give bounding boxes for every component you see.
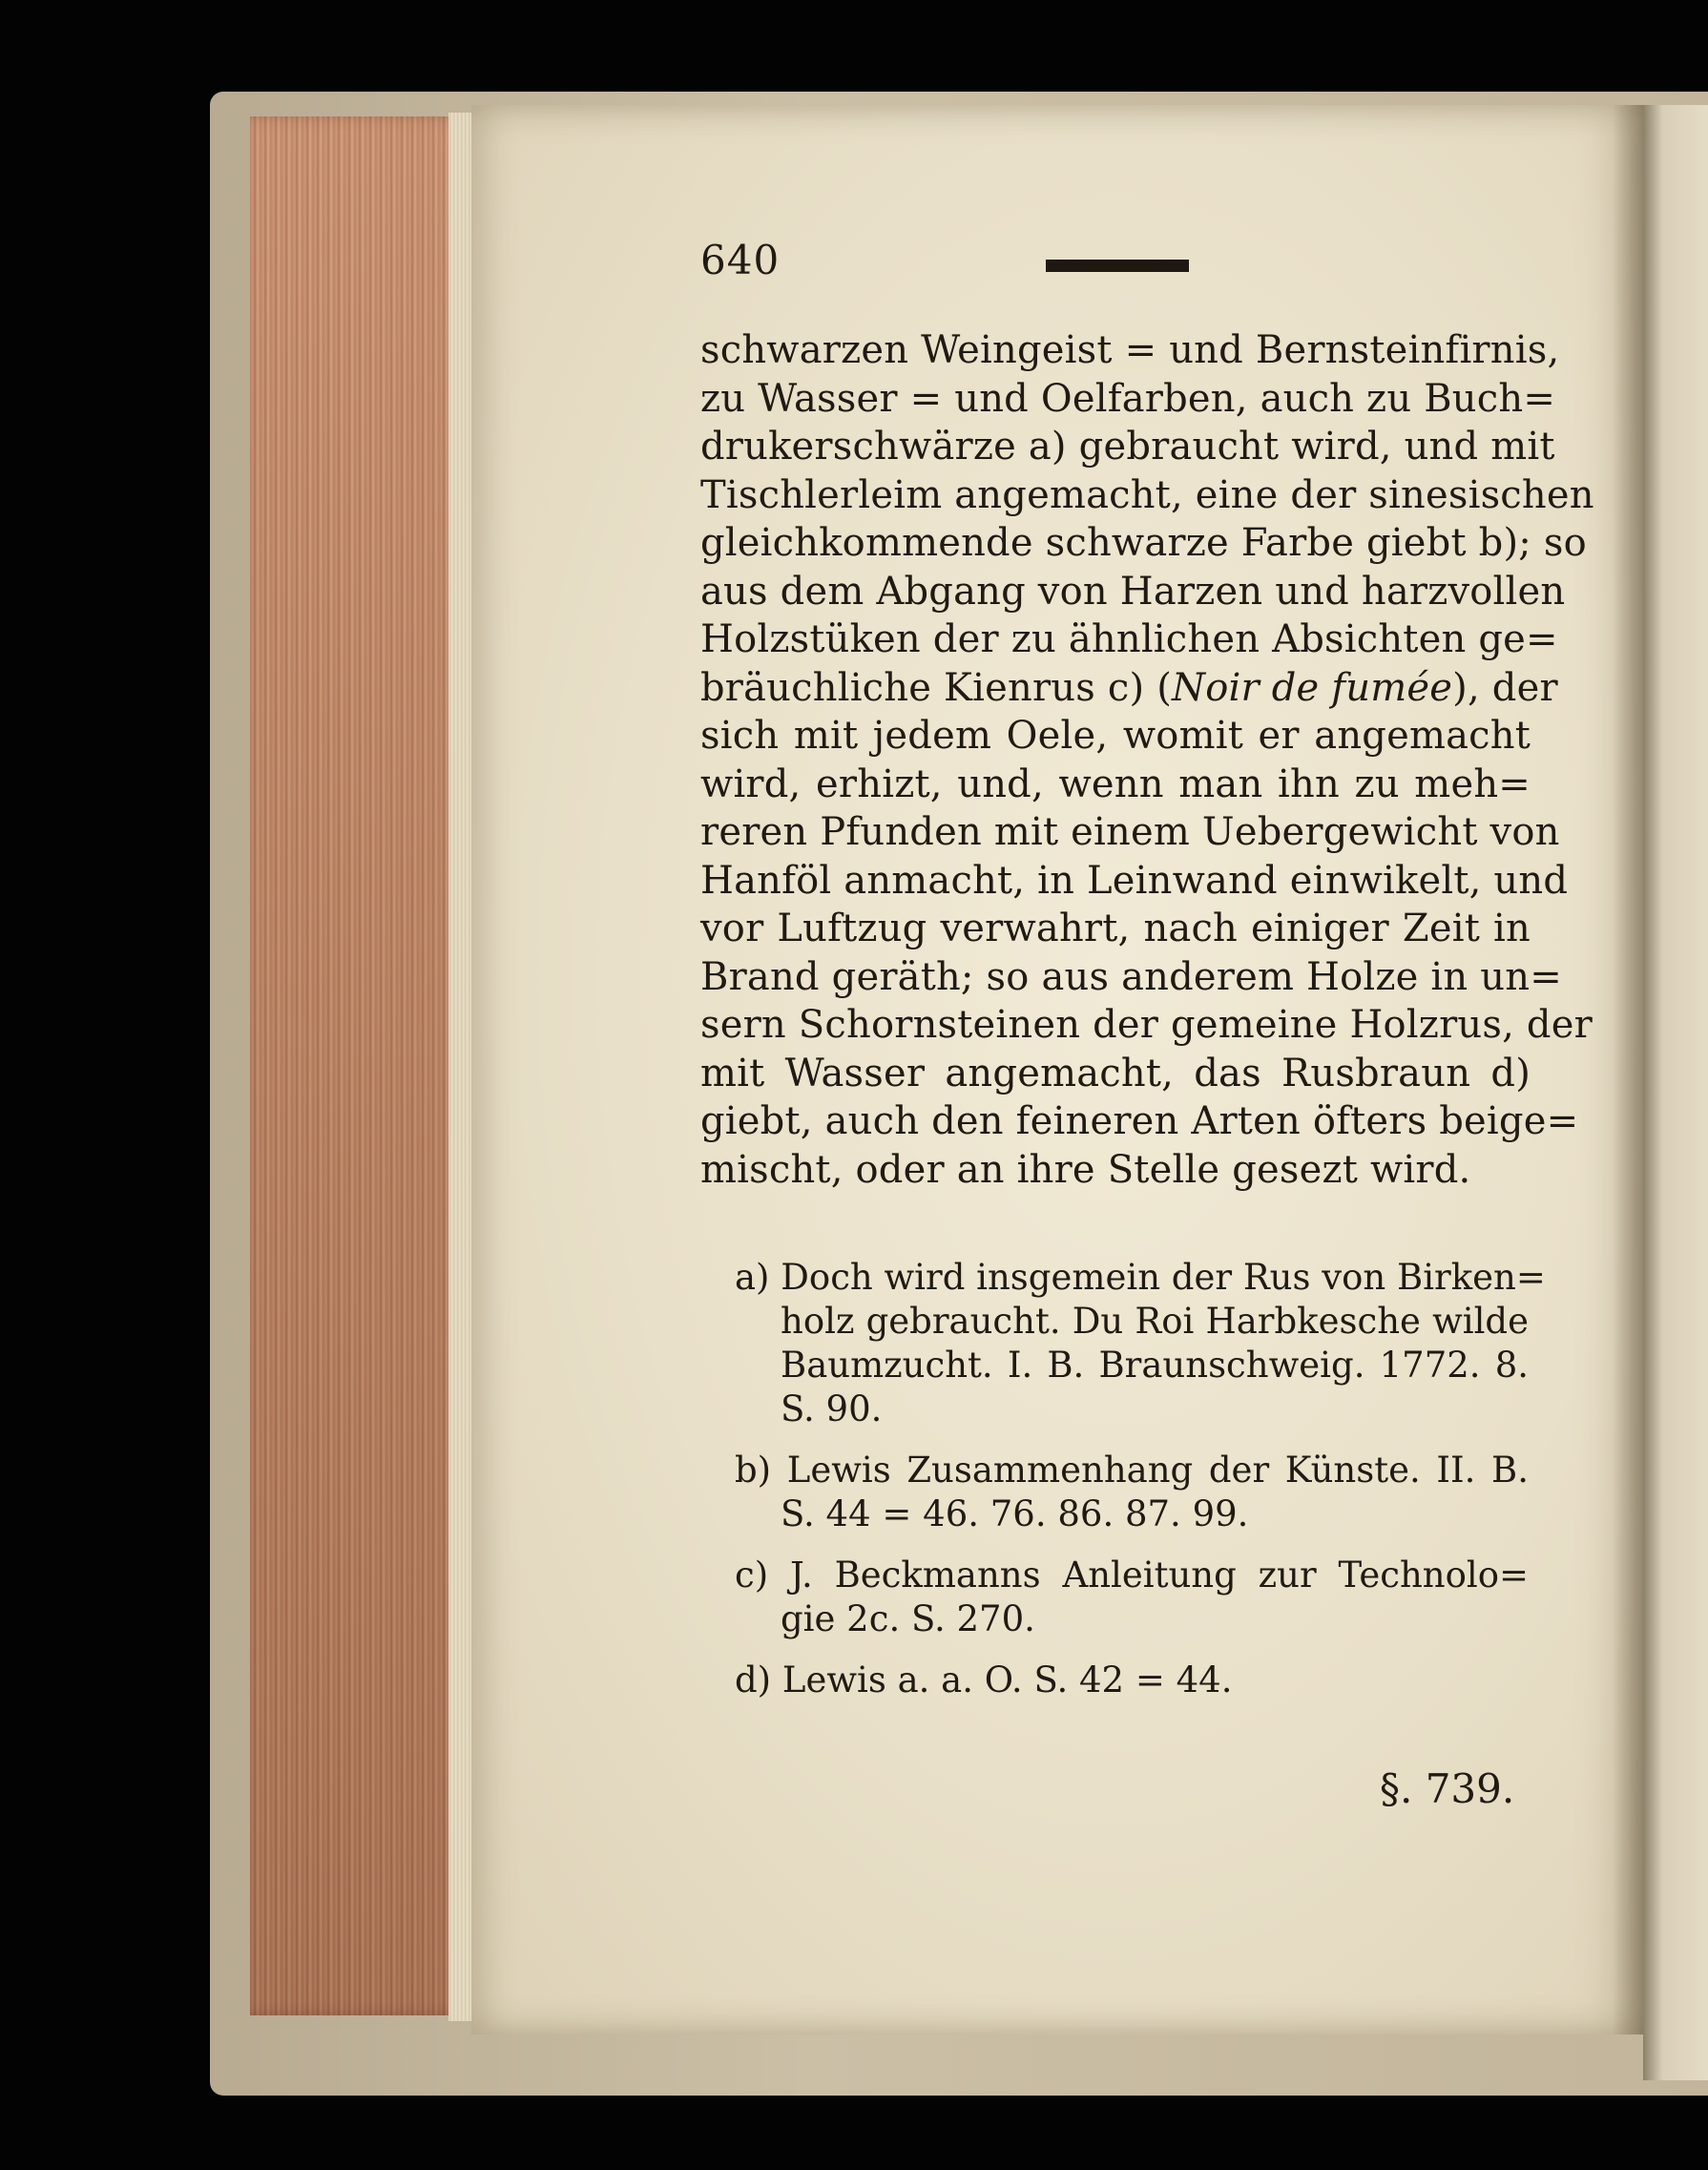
footnotes [735, 1256, 1546, 1702]
text-line: giebt, auch den feineren Arten öfters beige= [700, 1099, 1579, 1143]
text-line: aus dem Abgang von Harzen und harzvollen [700, 569, 1566, 614]
text-segment: bräuchliche Kienrus c) ( [700, 665, 1172, 710]
text-line: schwarzen Weingeist = und Bernsteinfirnis, [700, 328, 1560, 372]
text-line: zu Wasser = und Oelfarben, auch zu Buch= [700, 376, 1556, 421]
text-line: wird, erhizt, und, wenn man ihn zu meh= [700, 762, 1531, 806]
footnote-a-cont: S. 90. [781, 1388, 883, 1429]
page-header [700, 237, 1197, 294]
text-line-with-italic [700, 664, 1558, 713]
footnote-d: d) Lewis a. a. O. S. 42 = 44. [735, 1659, 1233, 1701]
text-segment: ), der [1452, 665, 1558, 710]
text-line: Tischlerleim angemacht, eine der sinesischen [700, 472, 1594, 517]
text-line: gleichkommende schwarze Farbe giebt b); so [700, 521, 1587, 565]
footnote-c: c) J. Beckmanns Anleitung zur Technolo= [735, 1554, 1529, 1596]
italic-term: Noir de fumée [1172, 665, 1453, 710]
text-line: vor Luftzug verwahrt, nach einiger Zeit in [700, 907, 1531, 950]
footnote-b-cont: S. 44 = 46. 76. 86. 87. 99. [781, 1493, 1249, 1534]
header-rule [1046, 260, 1189, 272]
catchword: §. 739. [1380, 1765, 1515, 1812]
main-text [700, 326, 1594, 1194]
text-line: reren Pfunden mit einem Uebergewicht von [700, 810, 1560, 854]
footnote-a-cont: Baumzucht. I. B. Braunschweig. 1772. 8. [781, 1345, 1529, 1386]
page-block-edge [250, 116, 469, 2015]
text-line: sern Schornsteinen der gemeine Holzrus, der [700, 1003, 1593, 1047]
facing-page-edge [1643, 105, 1708, 2080]
text-line: Hanföl anmacht, in Leinwand einwikelt, und [700, 858, 1569, 903]
footnote-a-cont: holz gebraucht. Du Roi Harbkesche wilde [781, 1301, 1529, 1342]
text-line: mit Wasser angemacht, das Rusbraun d) [700, 1051, 1531, 1095]
page-number: 640 [700, 237, 781, 283]
footnote-b: b) Lewis Zusammenhang der Künste. II. B. [735, 1450, 1529, 1491]
text-line: sich mit jedem Oele, womit er angemacht [700, 714, 1531, 758]
text-line: Brand geräth; so aus anderem Holze in un= [700, 954, 1562, 999]
footnote-c-cont: gie 2c. S. 270. [781, 1598, 1035, 1639]
text-line: mischt, oder an ihre Stelle gesezt wird. [700, 1147, 1471, 1192]
text-line: Holzstüken der zu ähnlichen Absichten ge= [700, 617, 1558, 661]
text-line: drukerschwärze a) gebraucht wird, und mit [700, 425, 1555, 469]
footnote-a: a) Doch wird insgemein der Rus von Birken= [735, 1257, 1546, 1298]
